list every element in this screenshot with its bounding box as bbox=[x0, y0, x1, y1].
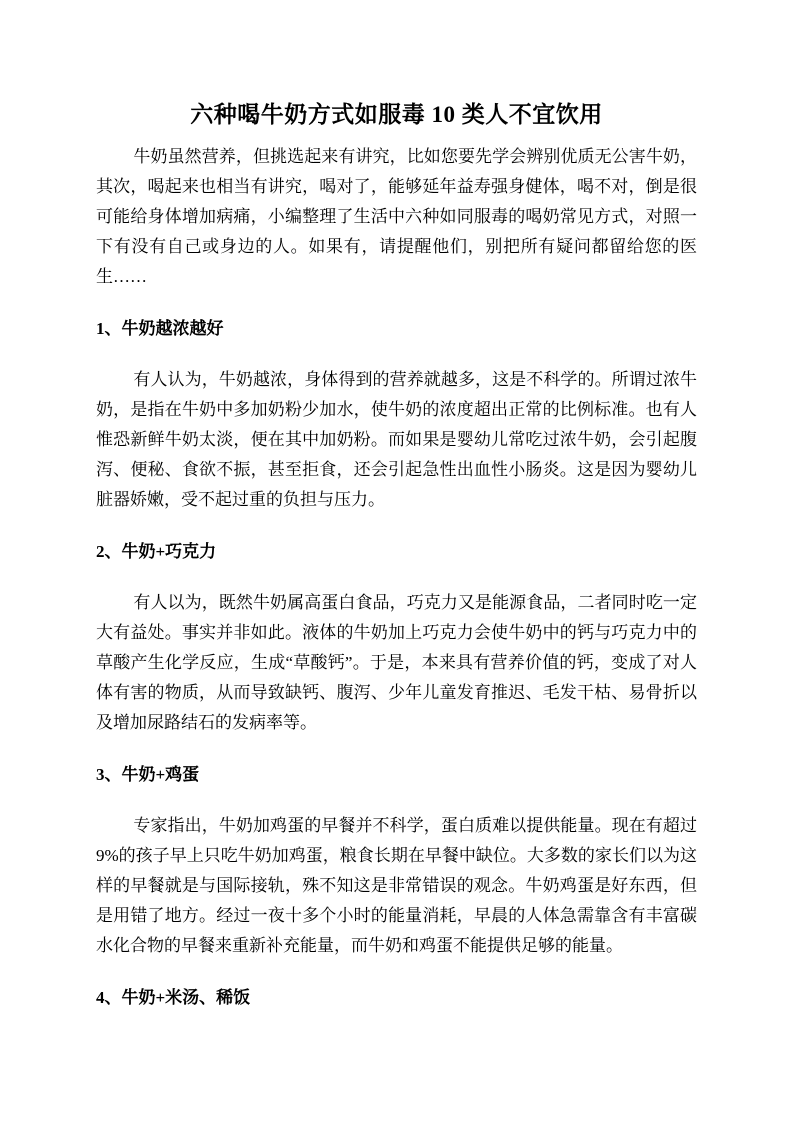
section-heading-3: 3、牛奶+鸡蛋 bbox=[96, 765, 200, 784]
intro-paragraph: 牛奶虽然营养，但挑选起来有讲究，比如您要先学会辨别优质无公害牛奶，其次，喝起来也相当有讲究，喝对了，能够延年益寿强身健体，喝不对，倒是很可能给身体增加病痛，小编整理了生活中六种如同服毒的喝奶常见方式，对照一下有没有自己或身边的人。如果有，请提醒他们，别把所有疑问都留给您的医生…… bbox=[96, 147, 697, 286]
section-heading-1: 1、牛奶越浓越好 bbox=[96, 319, 224, 338]
section-body-3: 专家指出，牛奶加鸡蛋的早餐并不科学，蛋白质难以提供能量。现在有超过9%的孩子早上只吃牛奶加鸡蛋，粮食长期在早餐中缺位。大多数的家长们以为这样的早餐就是与国际接轨，殊不知这是非常错误的观念。牛奶鸡蛋是好东西，但是用错了地方。经过一夜十多个小时的能量消耗，早晨的人体急需靠含有丰富碳水化合物的早餐来重新补充能量，而牛奶和鸡蛋不能提供足够的能量。 bbox=[96, 816, 697, 955]
section-heading-4: 4、牛奶+米汤、稀饭 bbox=[96, 988, 251, 1007]
section-heading-2: 2、牛奶+巧克力 bbox=[96, 542, 217, 561]
document-title: 六种喝牛奶方式如服毒 10 类人不宜饮用 bbox=[190, 102, 603, 127]
section-body-1: 有人认为，牛奶越浓，身体得到的营养就越多，这是不科学的。所谓过浓牛奶，是指在牛奶中多加奶粉少加水，使牛奶的浓度超出正常的比例标准。也有人惟恐新鲜牛奶太淡，便在其中加奶粉。而如果是婴幼儿常吃过浓牛奶，会引起腹泻、便秘、食欲不振，甚至拒食，还会引起急性出血性小肠炎。这是因为婴幼儿脏器娇嫩，受不起过重的负担与压力。 bbox=[96, 370, 697, 509]
section-body-2: 有人以为，既然牛奶属高蛋白食品，巧克力又是能源食品，二者同时吃一定大有益处。事实并非如此。液体的牛奶加上巧克力会使牛奶中的钙与巧克力中的草酸产生化学反应，生成“草酸钙”。于是，本来具有营养价值的钙，变成了对人体有害的物质，从而导致缺钙、腹泻、少年儿童发育推迟、毛发干枯、易骨折以及增加尿路结石的发病率等。 bbox=[96, 593, 697, 732]
